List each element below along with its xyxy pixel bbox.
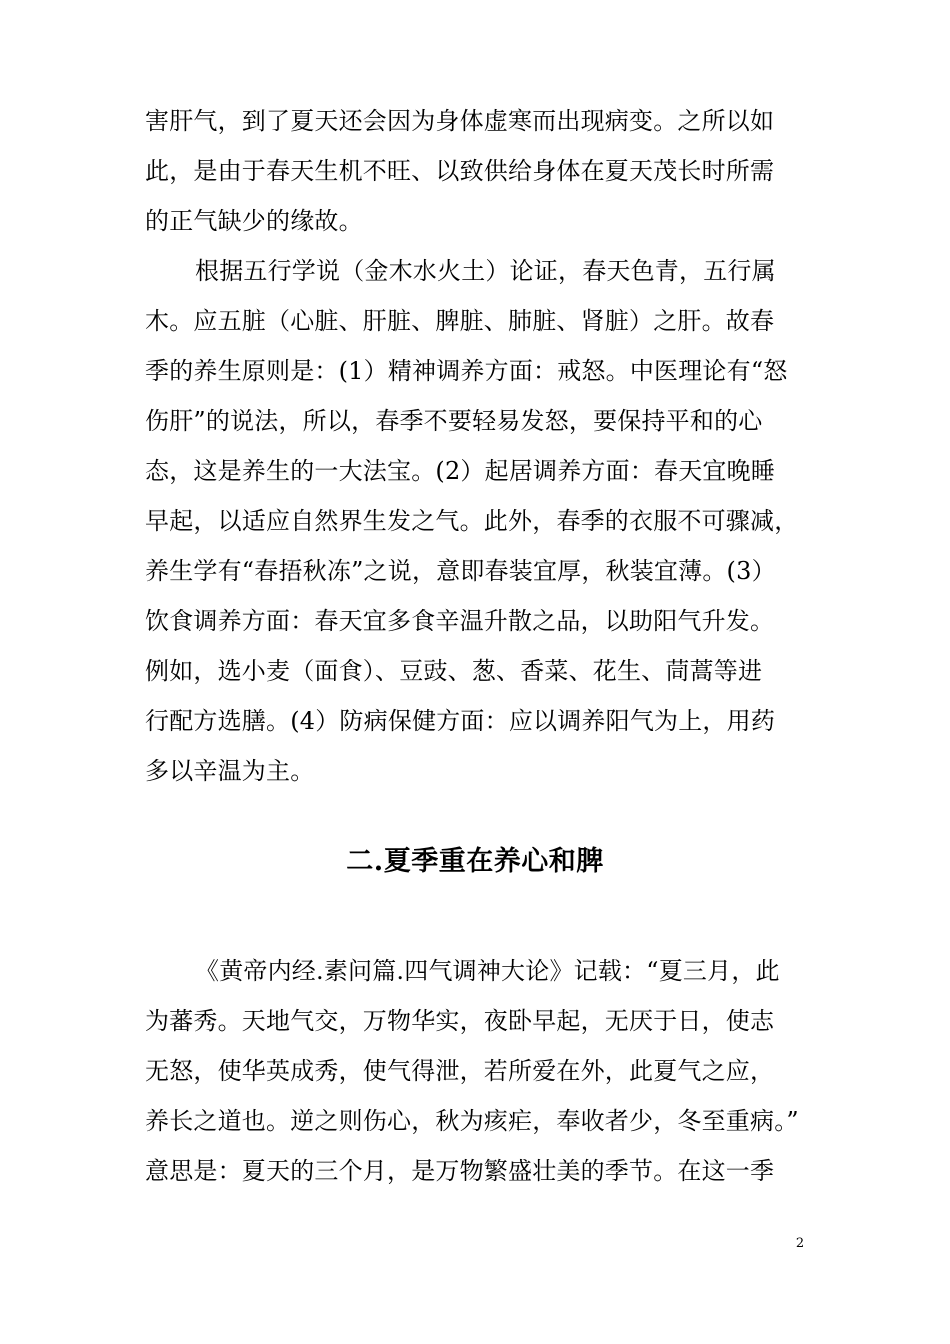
text-line: 行配方选膳。(4）防病保健方面：应以调养阳气为上，用药 <box>145 707 776 735</box>
text-line: 无怒，使华英成秀，使气得泄，若所爱在外，此夏气之应， <box>145 1057 775 1085</box>
text-line: 早起，以适应自然界生发之气。此外，春季的衣服不可骤减， <box>145 507 799 535</box>
text-line: 木。应五脏（心脏、肝脏、脾脏、肺脏、肾脏）之肝。故春 <box>145 307 775 335</box>
page-number: 2 <box>795 1236 805 1251</box>
text-line: 此，是由于春天生机不旺、以致供给身体在夏天茂长时所需 <box>145 157 775 185</box>
text-line: 根据五行学说（金木水火土）论证，春天色青，五行属 <box>195 257 776 285</box>
text-line: 意思是：夏天的三个月，是万物繁盛壮美的季节。在这一季 <box>145 1157 775 1185</box>
text-line: 例如，选小麦（面食）、豆豉、葱、香菜、花生、茼蒿等进 <box>145 657 763 685</box>
paragraph-continued <box>145 96 805 246</box>
text-line: 《黄帝内经.素问篇.四气调神大论》记载：“夏三月，此 <box>195 957 780 985</box>
section-heading: 二.夏季重在养心和脾 <box>346 846 604 877</box>
text-line: 害肝气，到了夏天还会因为身体虚寒而出现病变。之所以如 <box>145 107 775 135</box>
text-line: 多以辛温为主。 <box>145 757 315 785</box>
text-line: 为蕃秀。天地气交，万物华实，夜卧早起，无厌于日，使志 <box>145 1007 775 1035</box>
text-line: 伤肝”的说法，所以，春季不要轻易发怒，要保持平和的心 <box>145 407 763 435</box>
text-line: 季的养生原则是：(1）精神调养方面：戒怒。中医理论有“怒 <box>145 357 788 385</box>
text-line: 态，这是养生的一大法宝。(2）起居调养方面：春天宜晚睡 <box>145 457 776 485</box>
paragraph-spring-principles <box>145 246 805 796</box>
text-line: 养长之道也。逆之则伤心，秋为痎疟，奉收者少，冬至重病。” <box>145 1107 799 1135</box>
text-line: 饮食调养方面：春天宜多食辛温升散之品，以助阳气升发。 <box>145 607 775 635</box>
text-line: 养生学有“春捂秋冻”之说，意即春装宜厚，秋装宜薄。(3） <box>145 557 776 585</box>
paragraph-summer-quote <box>145 946 805 1196</box>
text-line: 的正气缺少的缘故。 <box>145 207 363 235</box>
